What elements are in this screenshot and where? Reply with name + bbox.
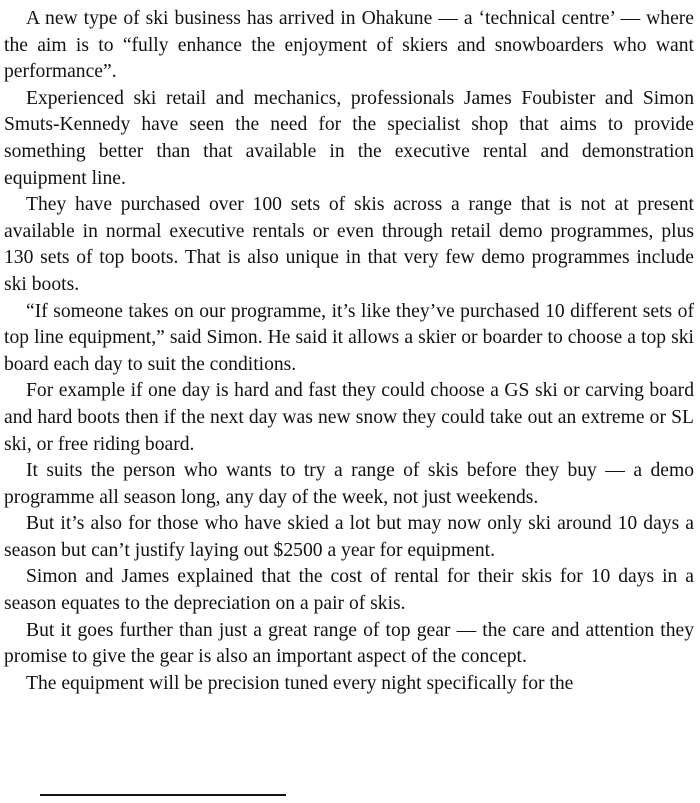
paragraph-occasional-skiers: But it’s also for those who have skied a lot but may now only ski around 10 days a season but can’t justify laying out $2500 a year for equipment. [4,513,694,561]
paragraph-inventory: They have purchased over 100 sets of skis across a range that is not at present available in normal executive rentals or even through retail demo programmes, plus 130 sets of top boots. That is also unique in that very few demo programmes include ski boots. [4,194,694,295]
paragraph-example: For example if one day is hard and fast they could choose a GS ski or carving board and hard boots then if the next day was new snow they could take out an extreme or SL ski, or free riding board. [4,380,694,455]
article-body [4,6,694,697]
column-divider-rule [40,794,286,796]
paragraph-cost: Simon and James explained that the cost of rental for their skis for 10 days in a season equates to the depreciation on a pair of skis. [4,566,694,615]
paragraph-demo: It suits the person who wants to try a range of skis before they buy — a demo programme all season long, any day of the week, not just weekends. [4,460,694,508]
paragraph-tuning: The equipment will be precision tuned every night specifically for the [26,672,574,694]
paragraph-founders: Experienced ski retail and mechanics, professionals James Foubister and Simon Smuts-Kennedy have seen the need for the specialist shop that aims to provide something better than that available in the executive rental and demonstration equipment line. [4,87,694,189]
paragraph-care: But it goes further than just a great range of top gear — the care and attention they promise to give the gear is also an important aspect of the concept. [4,619,694,668]
paragraph-intro: A new type of ski business has arrived in Ohakune — a ‘technical centre’ — where the aim is to “fully enhance the enjoyment of skiers and snowboarders who want performance”. [4,8,694,83]
paragraph-quote: “If someone takes on our programme, it’s like they’ve purchased 10 different sets of top line equipment,” said Simon. He said it allows a skier or boarder to choose a top ski board each day to suit the conditions. [4,300,694,375]
